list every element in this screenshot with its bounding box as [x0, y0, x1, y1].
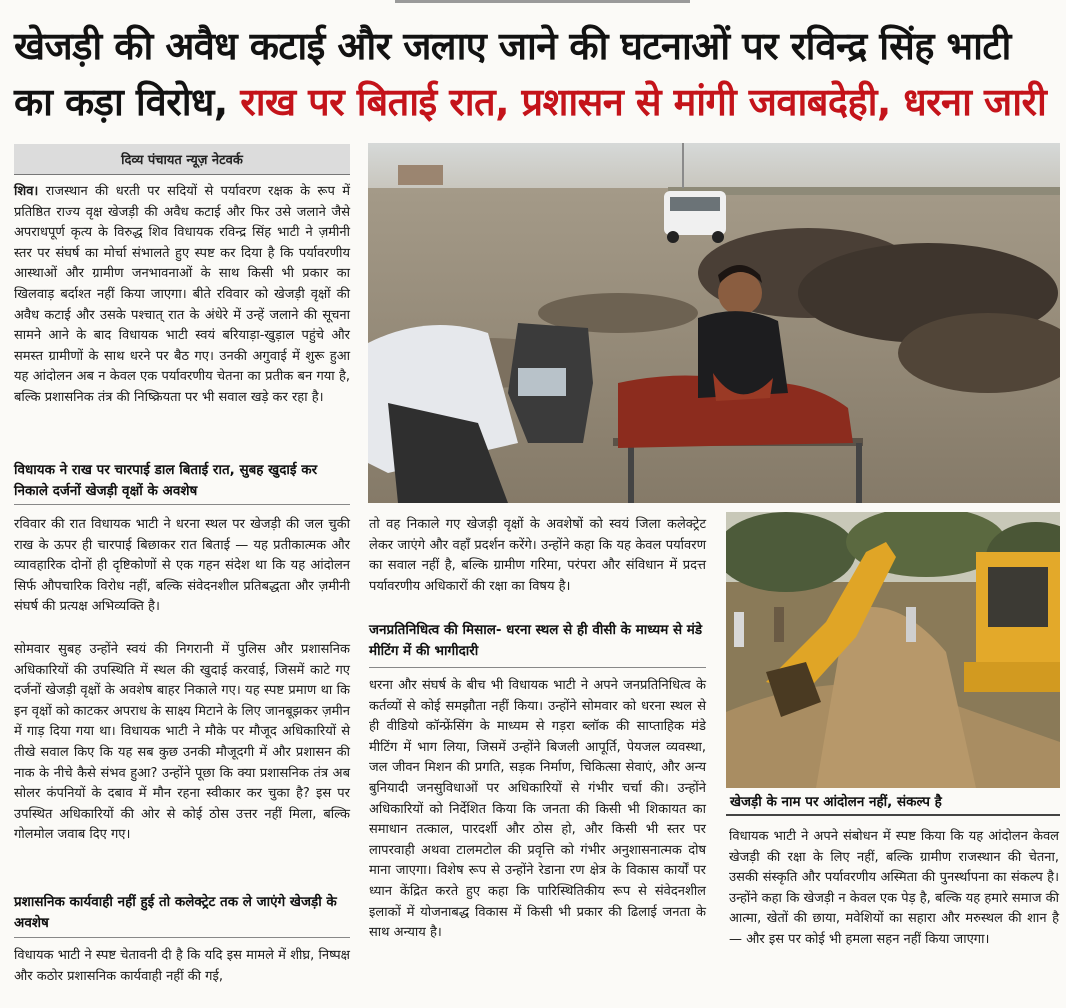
paragraph-collectorate-threat: तो वह निकाले गए खेजड़ी वृक्षों के अवशेषों को स्वयं जिला कलेक्ट्रेट लेकर जाएंगे और वहाँ प्रदर्शन करेंगे। उन्होंने कहा कि यह केवल पर्यावरण का सवाल नहीं है, बल्कि ग्रामीण गरिमा, परंपरा और संविधान में प्रदत्त पर्यावरणीय अधिकारों की रक्षा का विषय है। — [369, 517, 706, 594]
top-rule — [395, 0, 690, 3]
protest-scene-image — [368, 143, 1060, 503]
subhead-night-on-ash: विधायक ने राख पर चारपाई डाल बिताई रात, सुबह खुदाई कर निकाले दर्जनों खेजड़ी वृक्षों के अवशेष — [14, 462, 318, 499]
intro-text: राजस्थान की धरती पर सदियों से पर्यावरण रक्षक के रूप में प्रतिष्ठित राज्य वृक्ष खेजड़ी की अवैध कटाई और फिर उसे जलाने जैसे अपराधपूर्ण कृत्य के विरुद्ध शिव विधायक रविन्द्र सिंह भाटी ने ज़मीनी स्तर पर संघर्ष का मोर्चा संभालते हुए स्पष्ट कर दिया है कि पर्यावरणीय आस्थाओं और ग्रामीण जनभावनाओं के साथ किसी भी प्रकार का खिलवाड़ बर्दाश्त नहीं किया जाएगा। बीते रविवार को खेजड़ी वृक्षों की अवैध कटाई और उसके पश्चात् रात के अंधेरे में उन्हें जलाने की सूचना सामने आने के बाद विधायक भाटी स्वयं बरियाड़ा-खुड़ाल पहुंचे और समस्त ग्रामीणों के साथ धरने पर बैठ गए। उनकी अगुवाई में शुरू हुआ यह आंदोलन अब न केवल एक पर्यावरणीय चेतना का प्रतीक बन गया है, बल्कि प्रशासनिक तंत्र की निष्क्रियता पर भी सवाल खड़े कर रहा है। — [14, 184, 350, 405]
photo-caption: खेजड़ी के नाम पर आंदोलन नहीं, संकल्प है — [726, 788, 1060, 816]
excavation-photo — [726, 512, 1060, 788]
paragraph-vc-meeting: धरना और संघर्ष के बीच भी विधायक भाटी ने अपने जनप्रतिनिधित्व के कर्तव्यों से कोई समझौता नहीं किया। उन्होंने सोमवार को धरना स्थल से ही वीडियो कॉन्फ्रेंसिंग के माध्यम से गड़रा ब्लॉक की साप्ताहिक मंडे मीटिंग में भाग लिया, जिसमें उन्होंने बिजली आपूर्ति, पेयजल व्यवस्था, जल जीवन मिशन की प्रगति, सड़क निर्माण, चिकित्सा सेवाएं, और अन्य बुनियादी जनसुविधाओं पर अधिकारियों से गंभीर चर्चा की। उन्होंने अधिकारियों को निर्देशित किया कि जनता की किसी भी शिकायत का समाधान तत्काल, पारदर्शी और ठोस हो, और किसी भी स्तर पर लापरवाही अथवा टालमटोल की प्रवृत्ति को गंभीर अनुशासनात्मक दोष माना जाएगा। विशेष रूप से उन्होंने रेडाना रण क्षेत्र के विकास कार्यों पर ध्यान केंद्रित करते हुए कहा कि पारिस्थितिकीय रूप से संवेदनशील इलाकों में योजनाबद्ध विकास में किसी भी प्रकार की ढिलाई जनता के साथ अन्याय है। — [369, 678, 706, 941]
intro-paragraph — [14, 182, 350, 409]
paragraph-night: रविवार की रात विधायक भाटी ने धरना स्थल पर खेजड़ी की जल चुकी राख के ऊपर ही चारपाई बिछाकर रात बिताई — यह प्रतीकात्मक और व्यावहारिक दोनों ही दृष्टिकोणों से एक गहन संदेश था कि यह आंदोलन सिर्फ औपचारिक विरोध नहीं, बल्कि संवेदनशील प्रतिबद्धता और ज़मीनी संघर्ष की प्रत्यक्ष अभिव्यक्ति है। — [14, 517, 350, 615]
intro-lead: शिव। — [14, 184, 39, 199]
excavator-scene-image — [726, 512, 1060, 788]
paragraph-resolve: विधायक भाटी ने अपने संबोधन में स्पष्ट किया कि यह आंदोलन केवल खेजड़ी की रक्षा के लिए नहीं, बल्कि ग्रामीण राजस्थान की चेतना, उसकी संस्कृति और पर्यावरणीय अस्मिता की पुनर्स्थापना का संकल्प है। उन्होंने कहा कि खेजड़ी न केवल एक पेड़ है, बल्कि यह हमारे समाज की आत्मा, खेतों की छाया, मवेशियों का सहारा और मरुस्थल की शान है — और इस पर कोई भी हमला सहन नहीं किया जाएगा। — [729, 829, 1059, 947]
headline-red: राख पर बिताई रात, प्रशासन से मांगी जवाबदेही, धरना जारी — [240, 80, 1047, 124]
byline: दिव्य पंचायत न्यूज़ नेटवर्क — [14, 144, 350, 175]
headline-black: खेजड़ी की अवैध कटाई और जलाए जाने की घटनाओं पर रविन्द्र सिंह भाटी का कड़ा विरोध, — [14, 24, 1011, 124]
protest-photo — [368, 143, 1060, 503]
divider — [369, 667, 706, 668]
headline — [14, 18, 1054, 130]
divider — [14, 937, 350, 938]
paragraph-excavation: सोमवार सुबह उन्होंने स्वयं की निगरानी में पुलिस और प्रशासनिक अधिकारियों की उपस्थिति में स्थल की खुदाई करवाई, जिसमें काटे गए दर्जनों खेजड़ी वृक्षों के अवशेष बाहर निकाले गए। यह स्पष्ट प्रमाण था कि इन वृक्षों को काटकर अपराध के साक्ष्य मिटाने के लिए जानबूझकर ज़मीन में गाड़ दिया गया था। विधायक भाटी ने मौके पर मौजूद अधिकारियों से तीखे सवाल किए कि यह सब कुछ उनकी मौजूदगी में और प्रशासन की नाक के नीचे कैसे संभव हुआ? उन्होंने पूछा कि क्या प्रशासनिक तंत्र अब सोलर कंपनियों के दबाव में मौन रहना स्वीकार कर चुका है? इस पर उपस्थित अधिकारियों की ओर से कोई ठोस उत्तर नहीं मिला, बल्कि गोलमोल जवाब दिए गए। — [14, 642, 350, 843]
paragraph-warning: विधायक भाटी ने स्पष्ट चेतावनी दी है कि यदि इस मामले में शीघ्र, निष्पक्ष और कठोर प्रशासनिक कार्यवाही नहीं की गई, — [14, 948, 350, 984]
subhead-collectorate: प्रशासनिक कार्यवाही नहीं हुई तो कलेक्ट्रेट तक ले जाएंगे खेजड़ी के अवशेष — [14, 894, 337, 931]
subhead-vc-meeting: जनप्रतिनिधित्व की मिसाल- धरना स्थल से ही वीसी के माध्यम से मंडे मीटिंग में की भागीदारी — [369, 622, 703, 659]
divider — [14, 504, 350, 505]
